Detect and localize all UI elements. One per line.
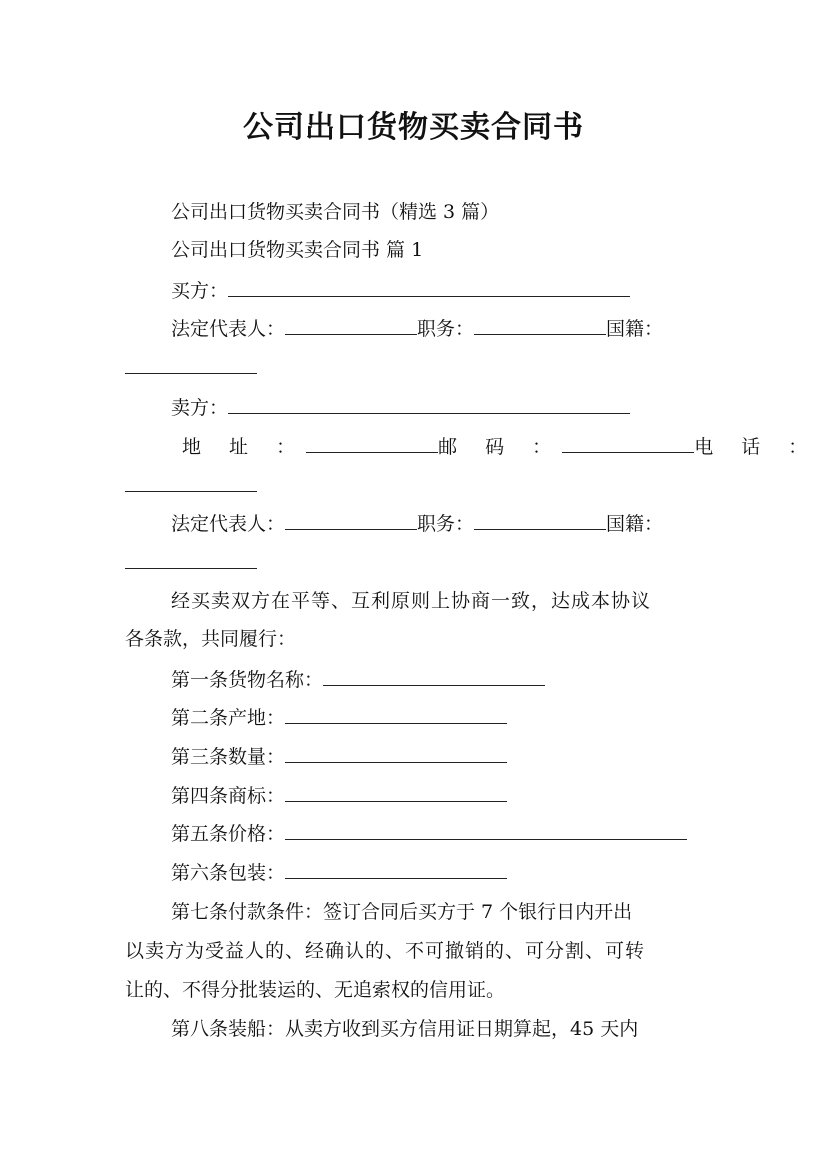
clause-4-row [171, 783, 507, 808]
buyer-rep-row [171, 316, 663, 341]
clause-3-label: 第三条数量： [171, 746, 286, 768]
subtitle: 公司出口货物买卖合同书（精选 3 篇） [171, 201, 500, 223]
nationality-label-2: 国籍： [606, 513, 664, 535]
address-label: 地 址 ： [182, 436, 307, 458]
clause-4-label: 第四条商标： [171, 785, 286, 807]
legal-rep-blank[interactable] [285, 316, 417, 335]
phone-blank[interactable] [125, 473, 257, 492]
clause-6-blank[interactable] [285, 860, 507, 879]
position-blank[interactable] [474, 316, 606, 335]
address-row [182, 434, 818, 459]
nationality-blank-2[interactable] [125, 550, 257, 569]
clause-1-label: 第一条货物名称： [171, 669, 324, 691]
clause-1-row [171, 667, 545, 692]
clause-2-blank[interactable] [285, 705, 507, 724]
phone-continuation [125, 473, 257, 498]
seller-label: 卖方： [171, 397, 229, 419]
clause-2-row [171, 705, 507, 730]
clause-1-blank[interactable] [323, 667, 545, 686]
clause-6-label: 第六条包装： [171, 862, 286, 884]
legal-rep-blank-2[interactable] [285, 511, 417, 530]
intro-line-2: 各条款，共同履行： [125, 628, 297, 650]
clause-2-label: 第二条产地： [171, 707, 286, 729]
clause-3-row [171, 744, 507, 769]
clause-7-line-2: 以卖方为受益人的、经确认的、不可撤销的、可分割、可转 [125, 940, 646, 962]
document-title: 公司出口货物买卖合同书 [243, 110, 584, 145]
postcode-blank[interactable] [562, 434, 694, 453]
seller-row [171, 395, 630, 420]
phone-label: 电 话 ： [694, 436, 819, 458]
buyer-nationality-continuation [125, 355, 257, 380]
buyer-blank[interactable] [228, 278, 630, 297]
position-label: 职务： [417, 318, 475, 340]
seller-nationality-continuation [125, 550, 257, 575]
clause-5-row [171, 821, 687, 846]
clause-7-line-3: 让的、不得分批装运的、无追索权的信用证。 [125, 979, 506, 1001]
clause-3-blank[interactable] [285, 744, 507, 763]
seller-rep-row [171, 511, 663, 536]
clause-7-line-1: 第七条付款条件：签订合同后买方于 7 个银行日内开出 [171, 901, 633, 923]
nationality-label: 国籍： [606, 318, 664, 340]
buyer-row [171, 278, 630, 303]
position-blank-2[interactable] [474, 511, 606, 530]
clause-8-line-1: 第八条装船：从卖方收到买方信用证日期算起，45 天内 [171, 1018, 639, 1040]
position-label-2: 职务： [417, 513, 475, 535]
clause-5-label: 第五条价格： [171, 823, 286, 845]
nationality-blank[interactable] [125, 355, 257, 374]
intro-line-1: 经买卖双方在平等、互利原则上协商一致，达成本协议 [171, 590, 652, 612]
clause-5-blank[interactable] [285, 821, 687, 840]
legal-rep-label: 法定代表人： [171, 318, 286, 340]
clause-6-row [171, 860, 507, 885]
section-heading: 公司出口货物买卖合同书 篇 1 [171, 239, 424, 261]
seller-blank[interactable] [228, 395, 630, 414]
clause-4-blank[interactable] [285, 783, 507, 802]
address-blank[interactable] [306, 434, 438, 453]
postcode-label: 邮 码 ： [438, 436, 563, 458]
legal-rep-label-2: 法定代表人： [171, 513, 286, 535]
buyer-label: 买方： [171, 280, 229, 302]
